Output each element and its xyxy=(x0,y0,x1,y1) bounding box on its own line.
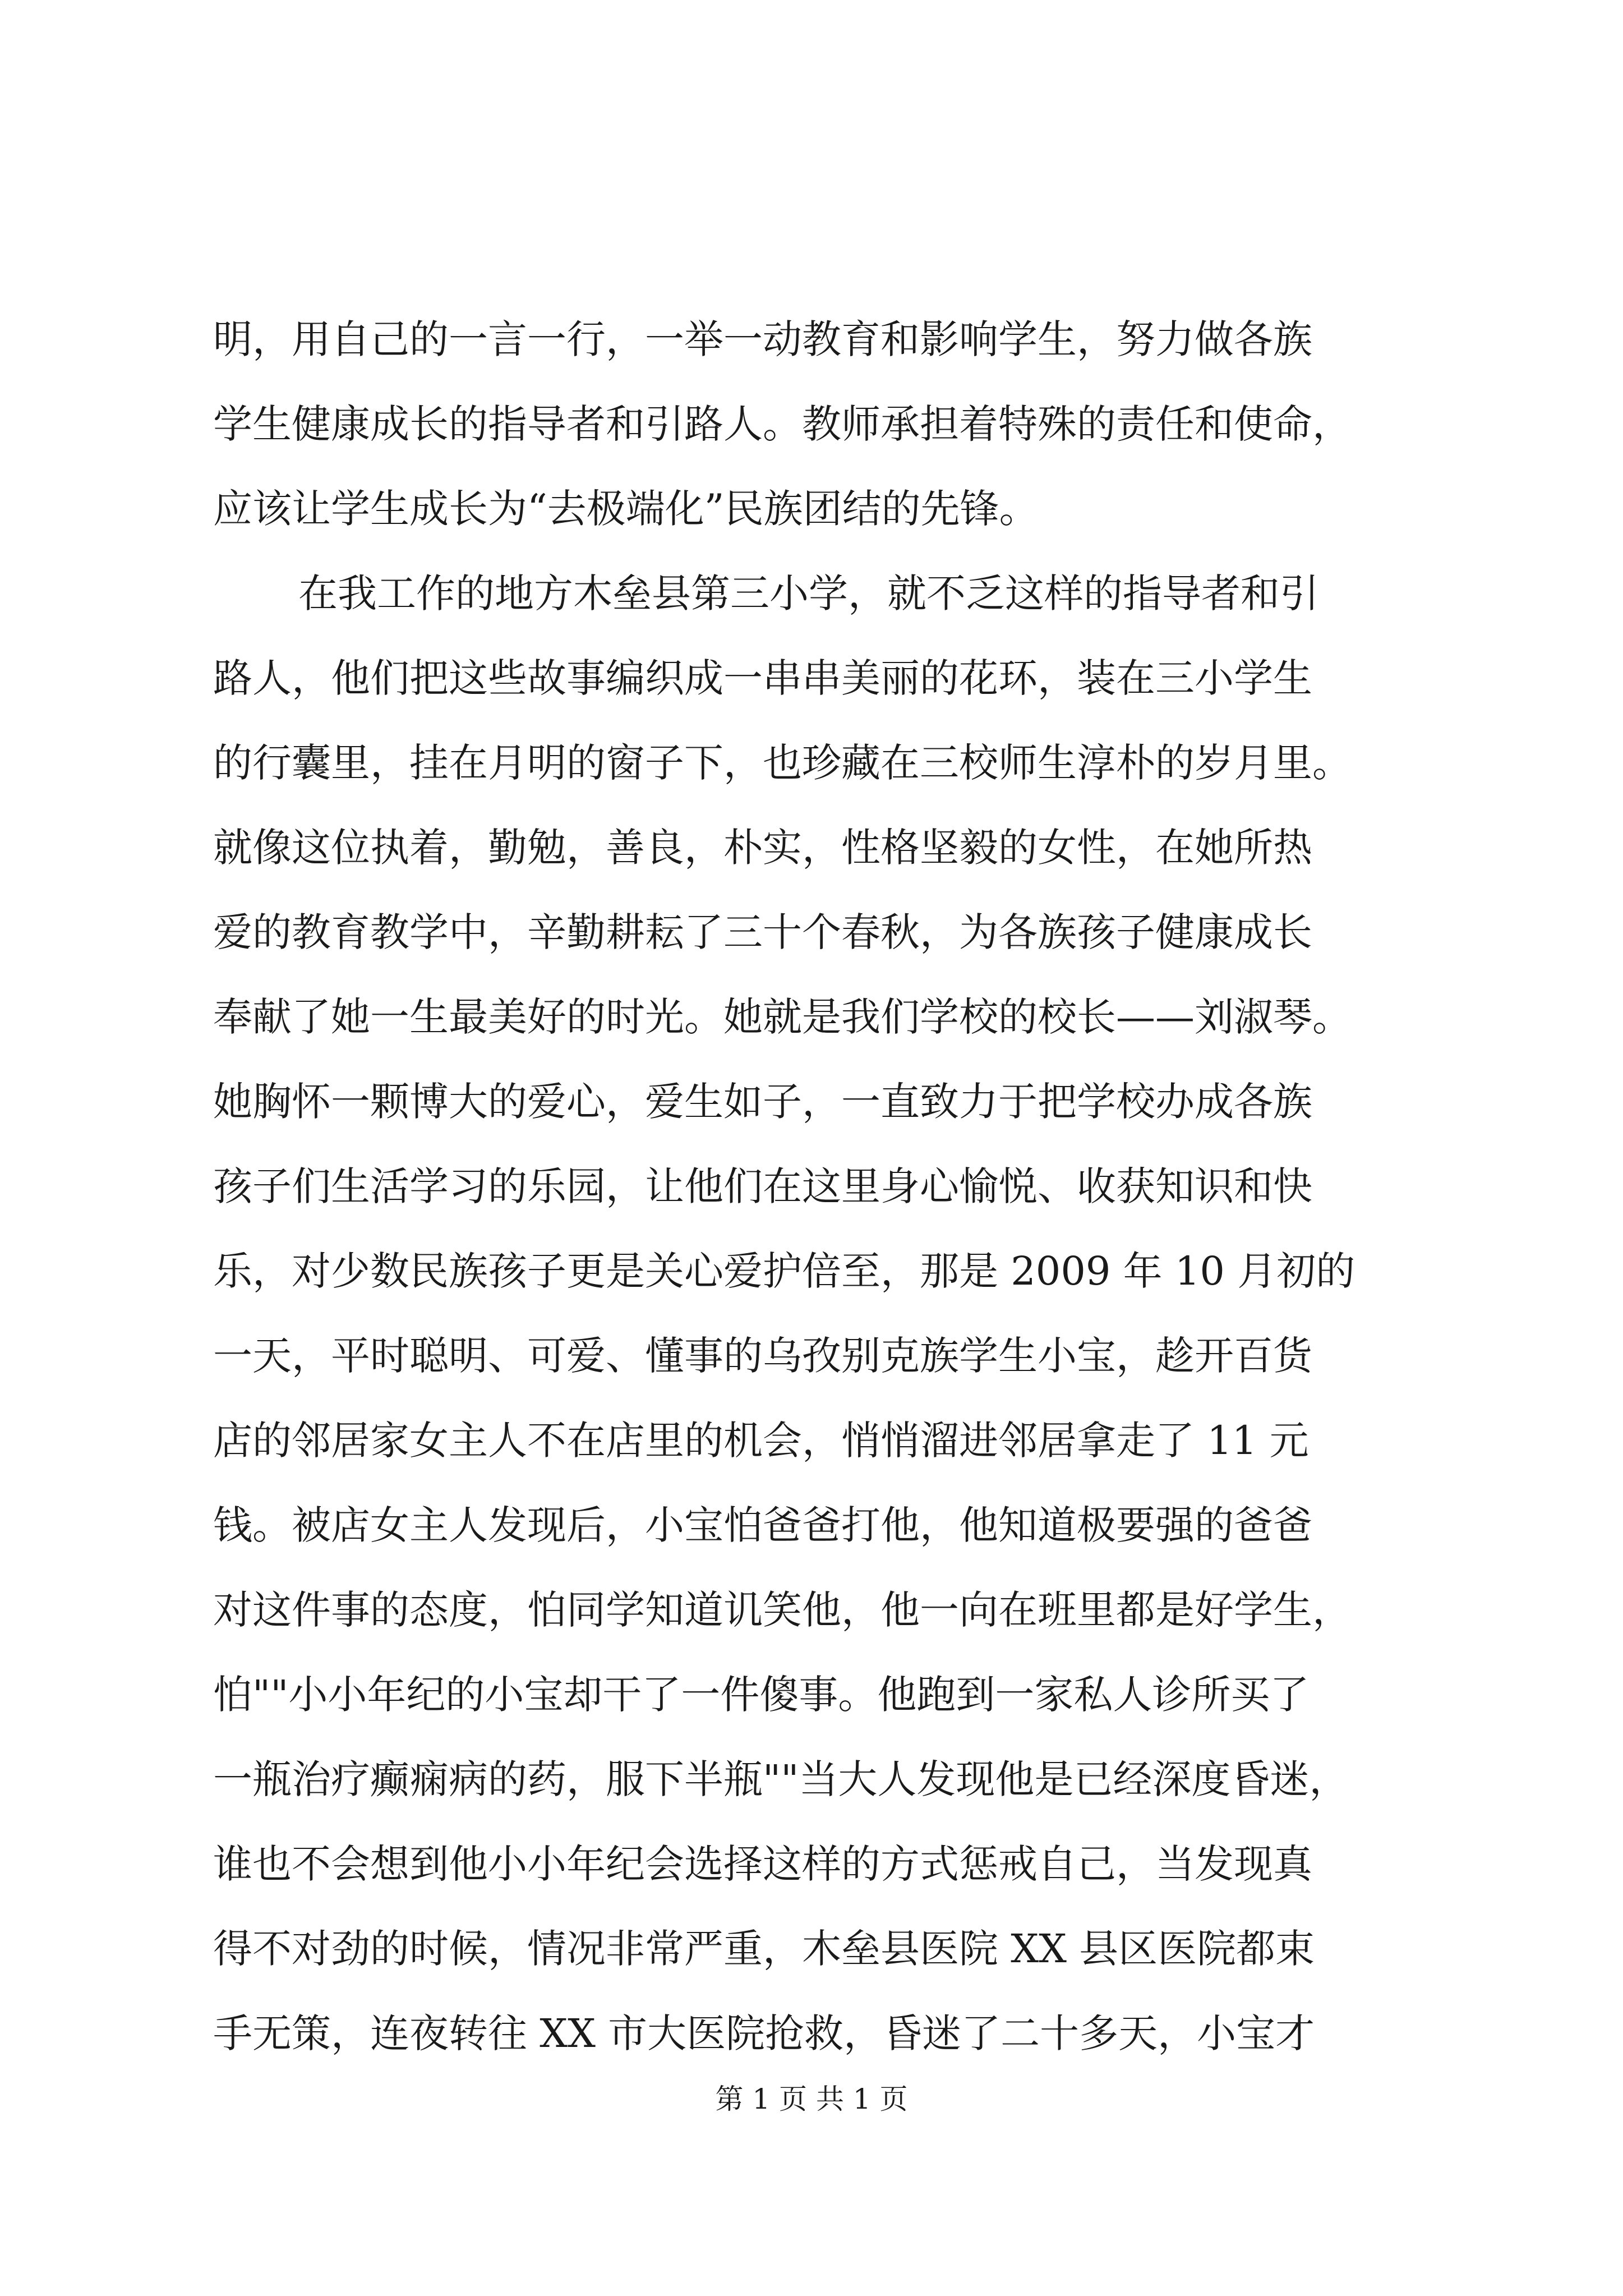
text-line: 应该让学生成长为“去极端化”民族团结的先锋。 xyxy=(213,486,1039,532)
text-line: 爱的教育教学中，辛勤耕耘了三十个春秋，为各族孩子健康成长 xyxy=(213,909,1312,955)
text-line: 一天，平时聪明、可爱、懂事的乌孜别克族学生小宝，趁开百货 xyxy=(213,1333,1312,1379)
text-line: 乐，对少数民族孩子更是关心爱护倍至，那是 2009 年 10 月初的 xyxy=(213,1248,1355,1294)
text-line: 手无策，连夜转往 XX 市大医院抢救，昏迷了二十多天，小宝才 xyxy=(213,2010,1315,2056)
text-line: 对这件事的态度，怕同学知道讥笑他，他一向在班里都是好学生， xyxy=(213,1587,1352,1633)
text-line: 一瓶治疗癫痫病的药，服下半瓶""当大人发现他是已经深度昏迷， xyxy=(213,1756,1349,1802)
text-line: 她胸怀一颗博大的爱心，爱生如子，一直致力于把学校办成各族 xyxy=(213,1079,1312,1125)
page-footer: 第 1 页 共 1 页 xyxy=(715,2083,908,2115)
text-line: 谁也不会想到他小小年纪会选择这样的方式惩戒自己，当发现真 xyxy=(213,1841,1312,1887)
text-line: 奉献了她一生最美好的时光。她就是我们学校的校长——刘淑琴。 xyxy=(213,994,1352,1040)
text-line: 怕""小小年纪的小宝却干了一件傻事。他跑到一家私人诊所买了 xyxy=(213,1672,1310,1718)
text-line: 明，用自己的一言一行，一举一动教育和影响学生，努力做各族 xyxy=(213,316,1312,362)
text-line: 就像这位执着，勤勉，善良，朴实，性格坚毅的女性，在她所热 xyxy=(213,825,1312,871)
text-line: 的行囊里，挂在月明的窗子下，也珍藏在三校师生淳朴的岁月里。 xyxy=(213,740,1352,786)
text-line: 路人，他们把这些故事编织成一串串美丽的花环，装在三小学生 xyxy=(213,655,1312,701)
text-line: 学生健康成长的指导者和引路人。教师承担着特殊的责任和使命， xyxy=(213,401,1352,447)
text-line: 钱。被店女主人发现后，小宝怕爸爸打他，他知道极要强的爸爸 xyxy=(213,1502,1312,1548)
text-line: 孩子们生活学习的乐园，让他们在这里身心愉悦、收获知识和快 xyxy=(213,1163,1312,1209)
text-line: 店的邻居家女主人不在店里的机会，悄悄溜进邻居拿走了 11 元 xyxy=(213,1418,1309,1464)
text-line: 得不对劲的时候，情况非常严重，木垒县医院 XX 县区医院都束 xyxy=(213,1926,1315,1972)
body-text xyxy=(213,297,1419,2076)
text-line-paragraph-start: 在我工作的地方木垒县第三小学，就不乏这样的指导者和引 xyxy=(298,570,1319,616)
